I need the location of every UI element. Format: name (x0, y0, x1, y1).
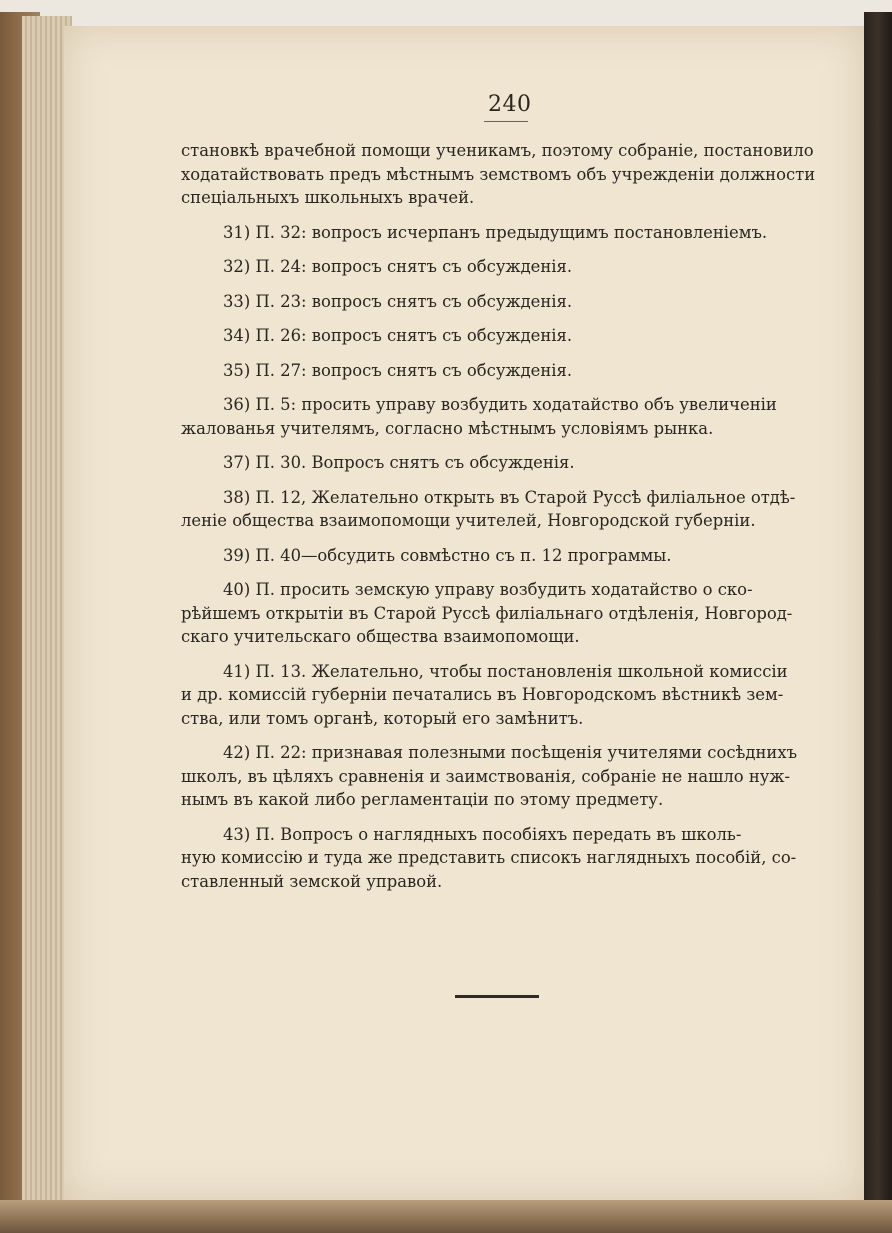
paragraph (181, 486, 831, 533)
text-line: 39) П. 40—обсудить совмѣстно съ п. 12 программы. (223, 545, 672, 565)
page-number: 240 (488, 92, 532, 117)
text-line: ства, или томъ органѣ, который его замѣнитъ. (181, 708, 584, 728)
paragraph (181, 823, 831, 894)
end-rule (455, 995, 539, 998)
text-line: леніе общества взаимопомощи учителей, Новгородской губерніи. (181, 511, 756, 530)
text-line: спеціальныхъ школьныхъ врачей. (181, 188, 475, 207)
text-line: ставленный земской управой. (181, 871, 443, 891)
paragraph (181, 221, 831, 245)
text-line: 43) П. Вопросъ о наглядныхъ пособіяхъ передать въ школь- (223, 824, 742, 844)
text-line: 40) П. просить земскую управу возбудить ходатайство о ско- (223, 580, 753, 599)
text-line: становкѣ врачебной помощи ученикамъ, поэтому собраніе, постановило (181, 141, 814, 160)
page-number-rule (484, 121, 528, 122)
text-line: 42) П. 22: признавая полезными посѣщенія учителями сосѣднихъ (223, 743, 798, 762)
paragraph (181, 393, 831, 440)
text-line: скаго учительскаго общества взаимопомощи. (181, 627, 580, 646)
text-line: 35) П. 27: вопросъ снятъ съ обсужденія. (223, 360, 573, 380)
text-line: школъ, въ цѣляхъ сравненія и заимствованія, собраніе не нашло нуж- (181, 766, 791, 786)
paragraph (181, 741, 831, 812)
text-line: ную комиссію и туда же представить списокъ наглядныхъ пособій, со- (181, 848, 797, 867)
text-line: ходатайствовать предъ мѣстнымъ земствомъ объ учрежденіи должности (181, 164, 816, 184)
text-line: 33) П. 23: вопросъ снятъ съ обсужденія. (223, 291, 573, 311)
text-line: и др. комиссій губерніи печатались въ Новгородскомъ вѣстникѣ зем- (181, 685, 784, 704)
paragraph (181, 578, 831, 649)
paragraph (181, 660, 831, 731)
text-line: 37) П. 30. Вопросъ снятъ съ обсужденія. (223, 453, 575, 472)
text-line: жалованья учителямъ, согласно мѣстнымъ условіямъ рынка. (181, 418, 714, 438)
text-line: 31) П. 32: вопросъ исчерпанъ предыдущимъ постановленіемъ. (223, 222, 768, 242)
text-line: нымъ въ какой либо регламентаціи по этому предмету. (181, 790, 664, 809)
text-line: 41) П. 13. Желательно, чтобы постановленія школьной комиссіи (223, 661, 788, 681)
paragraph (181, 451, 831, 475)
text-line: 34) П. 26: вопросъ снятъ съ обсужденія. (223, 326, 573, 345)
paragraph (181, 139, 831, 210)
text-line: 32) П. 24: вопросъ снятъ съ обсужденія. (223, 257, 573, 276)
body-text (181, 139, 831, 893)
paragraph (181, 324, 831, 348)
paragraph (181, 359, 831, 383)
text-line: 36) П. 5: просить управу возбудить ходатайство объ увеличеніи (223, 395, 777, 414)
paragraph (181, 290, 831, 314)
paragraph (181, 255, 831, 279)
paragraph (181, 544, 831, 568)
book-bottom-edge (0, 1200, 892, 1233)
book-cover-right (864, 12, 892, 1208)
text-line: рѣйшемъ открытіи въ Старой Руссѣ филіальнаго отдѣленія, Новгород- (181, 603, 793, 623)
text-line: 38) П. 12, Желательно открыть въ Старой Руссѣ филіальное отдѣ- (223, 487, 796, 507)
